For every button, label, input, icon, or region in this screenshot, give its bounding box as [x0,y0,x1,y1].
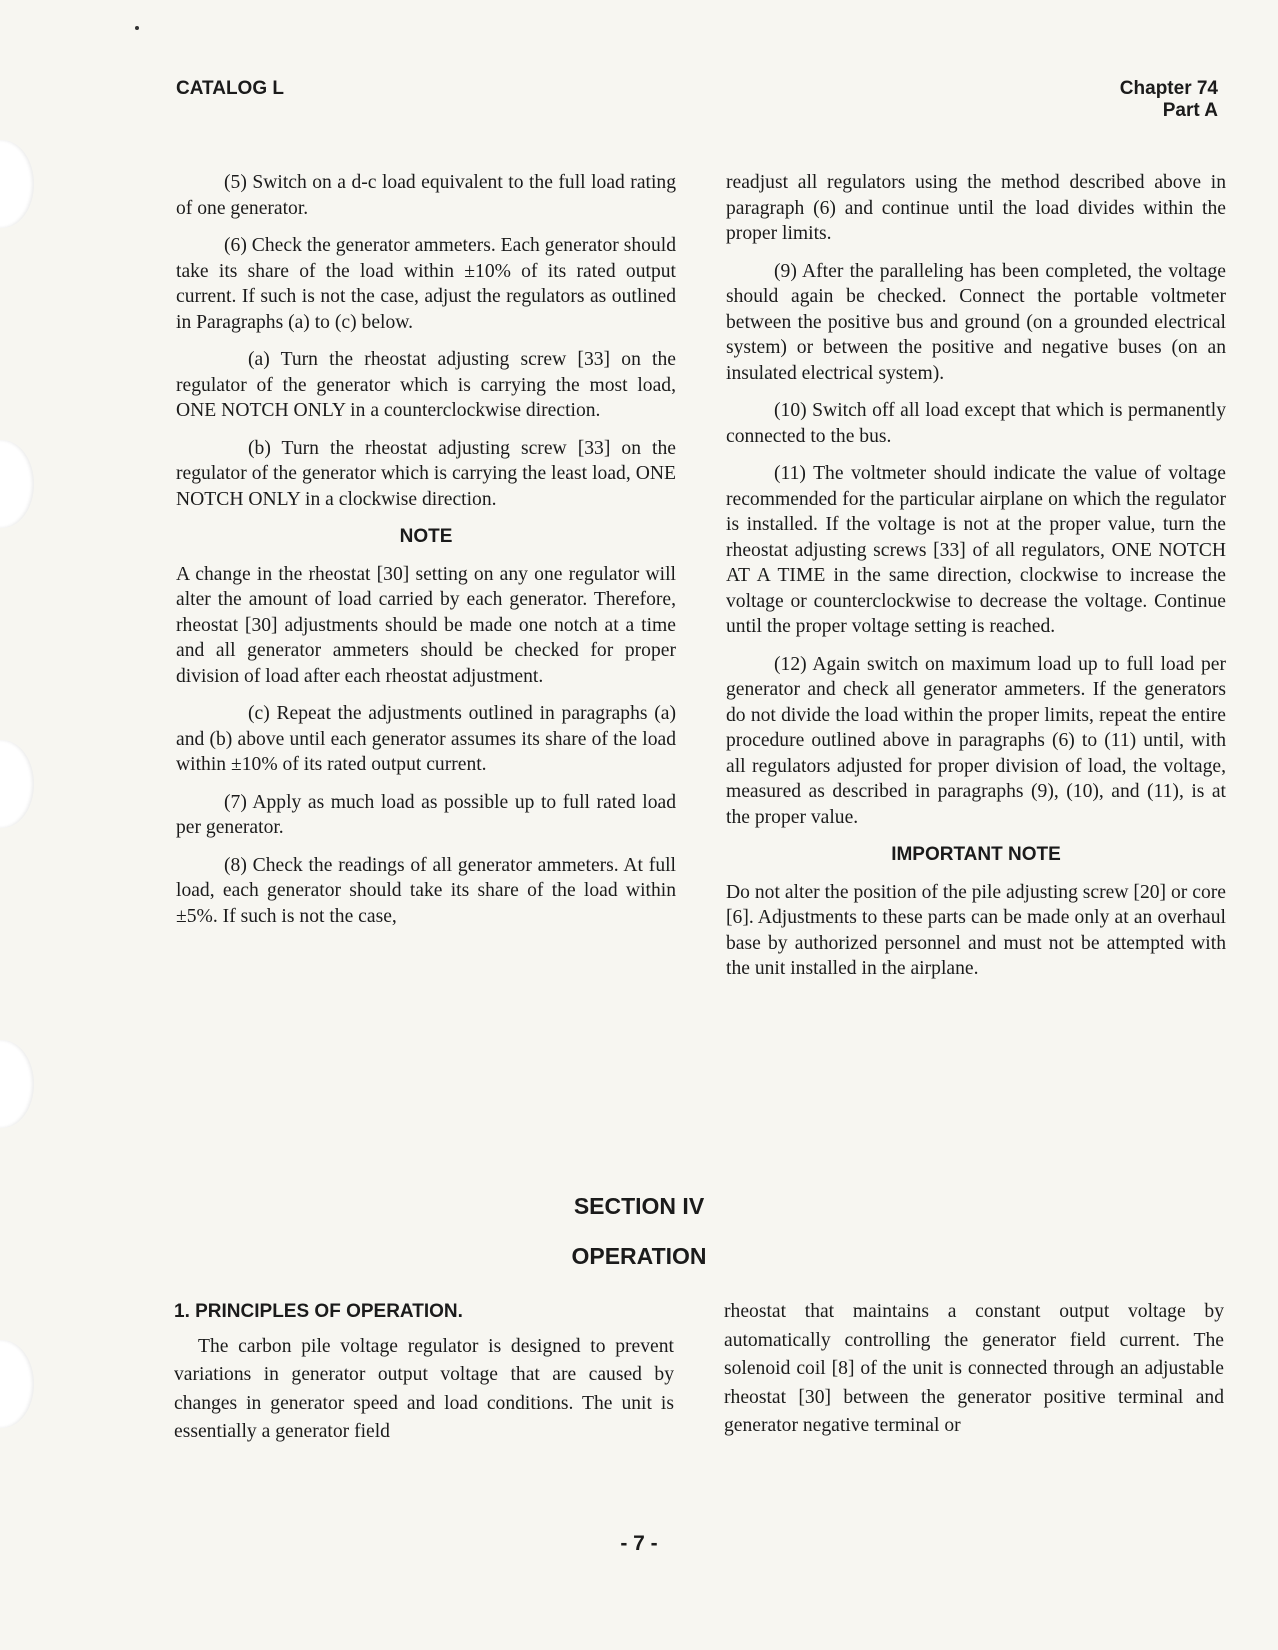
principles-text-left: The carbon pile voltage regulator is designed to prevent variations in generator output voltage that are caused by changes in generator speed and load conditions. The unit is essentially a generator field [174,1335,674,1442]
right-column [726,170,1226,994]
section-number: SECTION IV [573,1193,705,1219]
principles-heading: 1. PRINCIPLES OF OPERATION. [174,1301,463,1322]
important-note-body: Do not alter the position of the pile adjusting screw [20] or core [6]. Adjustments to these parts can be made only at an overhaul base by authorized personnel and must not be attempted with the unit installed in the airplane. [726,881,1226,979]
part-label: Part A [1162,100,1218,121]
paragraph-a: (a) Turn the rheostat adjusting screw [33] on the regulator of the generator which is carrying the most load, ONE NOTCH ONLY in a counterclockwise direction. [176,349,676,421]
section-title: OPERATION [571,1243,707,1269]
note-body: A change in the rheostat [30] setting on any one regulator will alter the amount of load carried by each generator. Therefore, rheostat [30] adjustments should be made one notch at a time and all generator ammeters should be checked for proper division of load after each rheostat adjustment. [176,563,676,687]
paragraph-8: (8) Check the readings of all generator ammeters. At full load, each generator should take its share of the load within ±5%. If such is not the case, [176,854,676,927]
page-number: - 7 - [620,1532,658,1555]
punch-hole [0,1040,34,1128]
paragraph-c: (c) Repeat the adjustments outlined in paragraphs (a) and (b) above until each generator assumes its share of the load within ±10% of its rated output current. [176,703,676,775]
paragraph-12: (12) Again switch on maximum load up to full load per generator and check all generator ammeters. If the generators do not divide the load within the proper limits, repeat the entire procedure outlined above in paragraphs (6) to (11) until, with all regulators adjusted for proper division of load, the voltage, measured as described in paragraphs (9), (10), and (11), is at the proper value. [726,653,1226,828]
paragraph-b: (b) Turn the rheostat adjusting screw [33] on the regulator of the generator which is carrying the least load, ONE NOTCH ONLY in a clockwise direction. [176,437,676,510]
paragraph-7: (7) Apply as much load as possible up to full rated load per generator. [176,791,676,838]
punch-hole [0,440,34,528]
paragraph-9: (9) After the paralleling has been completed, the voltage should again be checked. Connect the portable voltmeter between the positive bus and ground (on a grounded electrical system) or between the positive and negative buses (on an insulated electrical system). [726,260,1226,384]
punch-hole [0,740,34,828]
chapter-header [1120,78,1218,122]
paragraph-8-continued: readjust all regulators using the method described above in paragraph (6) and continue until the load divides within the proper limits. [726,172,1226,244]
important-note-title: IMPORTANT NOTE [891,844,1061,865]
paragraph-11: (11) The voltmeter should indicate the value of voltage recommended for the particular airplane on which the regulator is installed. If the voltage is not at the proper value, turn the rheostat adjusting screws [33] of all regulators, ONE NOTCH AT A TIME in the same direction, clockwise to increase the voltage or counterclockwise to decrease the voltage. Continue until the proper voltage setting is reached. [726,463,1226,637]
principles-right [724,1298,1224,1441]
chapter-label: Chapter 74 [1119,78,1218,99]
paragraph-10: (10) Switch off all load except that which is permanently connected to the bus. [726,400,1226,447]
note-title: NOTE [399,526,453,547]
principles-left [174,1298,674,1447]
paragraph-6: (6) Check the generator ammeters. Each generator should take its share of the load within ±10% of its rated output current. If such is not the case, adjust the regulators as outlined in Paragraphs (a) to (c) below. [176,235,676,333]
catalog-label: CATALOG L [176,78,284,99]
speck [135,26,139,30]
paragraph-5: (5) Switch on a d-c load equivalent to the full load rating of one generator. [176,172,676,219]
principles-text-right: rheostat that maintains a constant output voltage by automatically controlling the generator field current. The solenoid coil [8] of the unit is connected through an adjustable rheostat [30] between the generator positive terminal and generator negative terminal or [724,1301,1224,1436]
left-column [176,170,676,941]
punch-hole [0,140,34,228]
punch-hole [0,1340,34,1428]
